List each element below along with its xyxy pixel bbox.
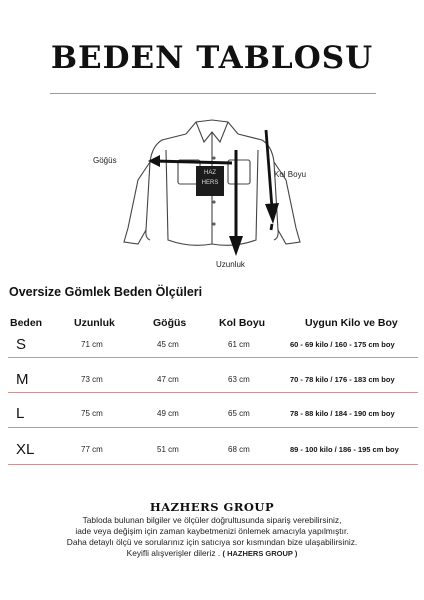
length-value: 73 cm (81, 375, 103, 384)
chest-label: Göğüs (93, 156, 117, 165)
header-length: Uzunluk (74, 317, 115, 329)
sleeve-value: 63 cm (228, 375, 250, 384)
sleeve-label: Kol Boyu (274, 170, 307, 179)
footer-line-1: Tabloda bulunan bilgiler ve ölçüler doğrultusunda sipariş verebilirsiniz, (82, 515, 342, 525)
chest-value: 47 cm (157, 375, 179, 384)
size-label: XL (16, 441, 35, 458)
header-chest: Göğüs (153, 317, 187, 329)
table-row (0, 433, 424, 467)
size-label: L (16, 405, 25, 422)
footer-line-4 (0, 548, 424, 558)
table-subtitle: Oversize Gömlek Beden Ölçüleri (9, 285, 203, 299)
logo-text-bottom: HERS (201, 180, 219, 186)
length-value: 75 cm (81, 409, 103, 418)
footer-line-3: Daha detaylı ölçü ve sorularınız için satıcıya sor kısmından bize ulaşabilirsiniz. (66, 537, 358, 547)
header-size: Beden (10, 317, 43, 329)
chest-value: 45 cm (157, 340, 179, 349)
table-row (0, 397, 424, 431)
chest-value: 49 cm (157, 409, 179, 418)
size-label: M (16, 371, 29, 388)
header-fit: Uygun Kilo ve Boy (305, 317, 398, 329)
chest-value: 51 cm (157, 445, 179, 454)
row-divider (8, 464, 418, 465)
fit-value: 60 - 69 kilo / 160 - 175 cm boy (290, 340, 395, 349)
row-divider (8, 427, 418, 428)
length-value: 71 cm (81, 340, 103, 349)
fit-value: 89 - 100 kilo / 186 - 195 cm boy (290, 445, 399, 454)
length-label: Uzunluk (216, 260, 245, 269)
footer-brand: HAZHERS GROUP (149, 500, 275, 514)
footer-closing-brand: ( HAZHERS GROUP ) (222, 549, 298, 558)
fit-value: 70 - 78 kilo / 176 - 183 cm boy (290, 375, 395, 384)
fit-value: 78 - 88 kilo / 184 - 190 cm boy (290, 409, 395, 418)
row-divider (8, 392, 418, 393)
page-title: BEDEN TABLOSU (50, 40, 374, 76)
footer-closing: Keyifli alışverişler dileriz . (126, 548, 221, 558)
logo-text-top: HAZ (204, 170, 216, 176)
sleeve-value: 61 cm (228, 340, 250, 349)
shirt-diagram (0, 110, 424, 280)
length-value: 77 cm (81, 445, 103, 454)
header-sleeve: Kol Boyu (219, 317, 266, 329)
shirt-illustration (0, 110, 424, 280)
footer-line-2: iade veya değişim için zaman kaybetmenizi önlemek amacıyla yapılmıştır. (75, 526, 349, 536)
sleeve-value: 68 cm (228, 445, 250, 454)
sleeve-value: 65 cm (228, 409, 250, 418)
row-divider (8, 357, 418, 358)
size-label: S (16, 336, 27, 353)
title-divider (50, 93, 376, 94)
